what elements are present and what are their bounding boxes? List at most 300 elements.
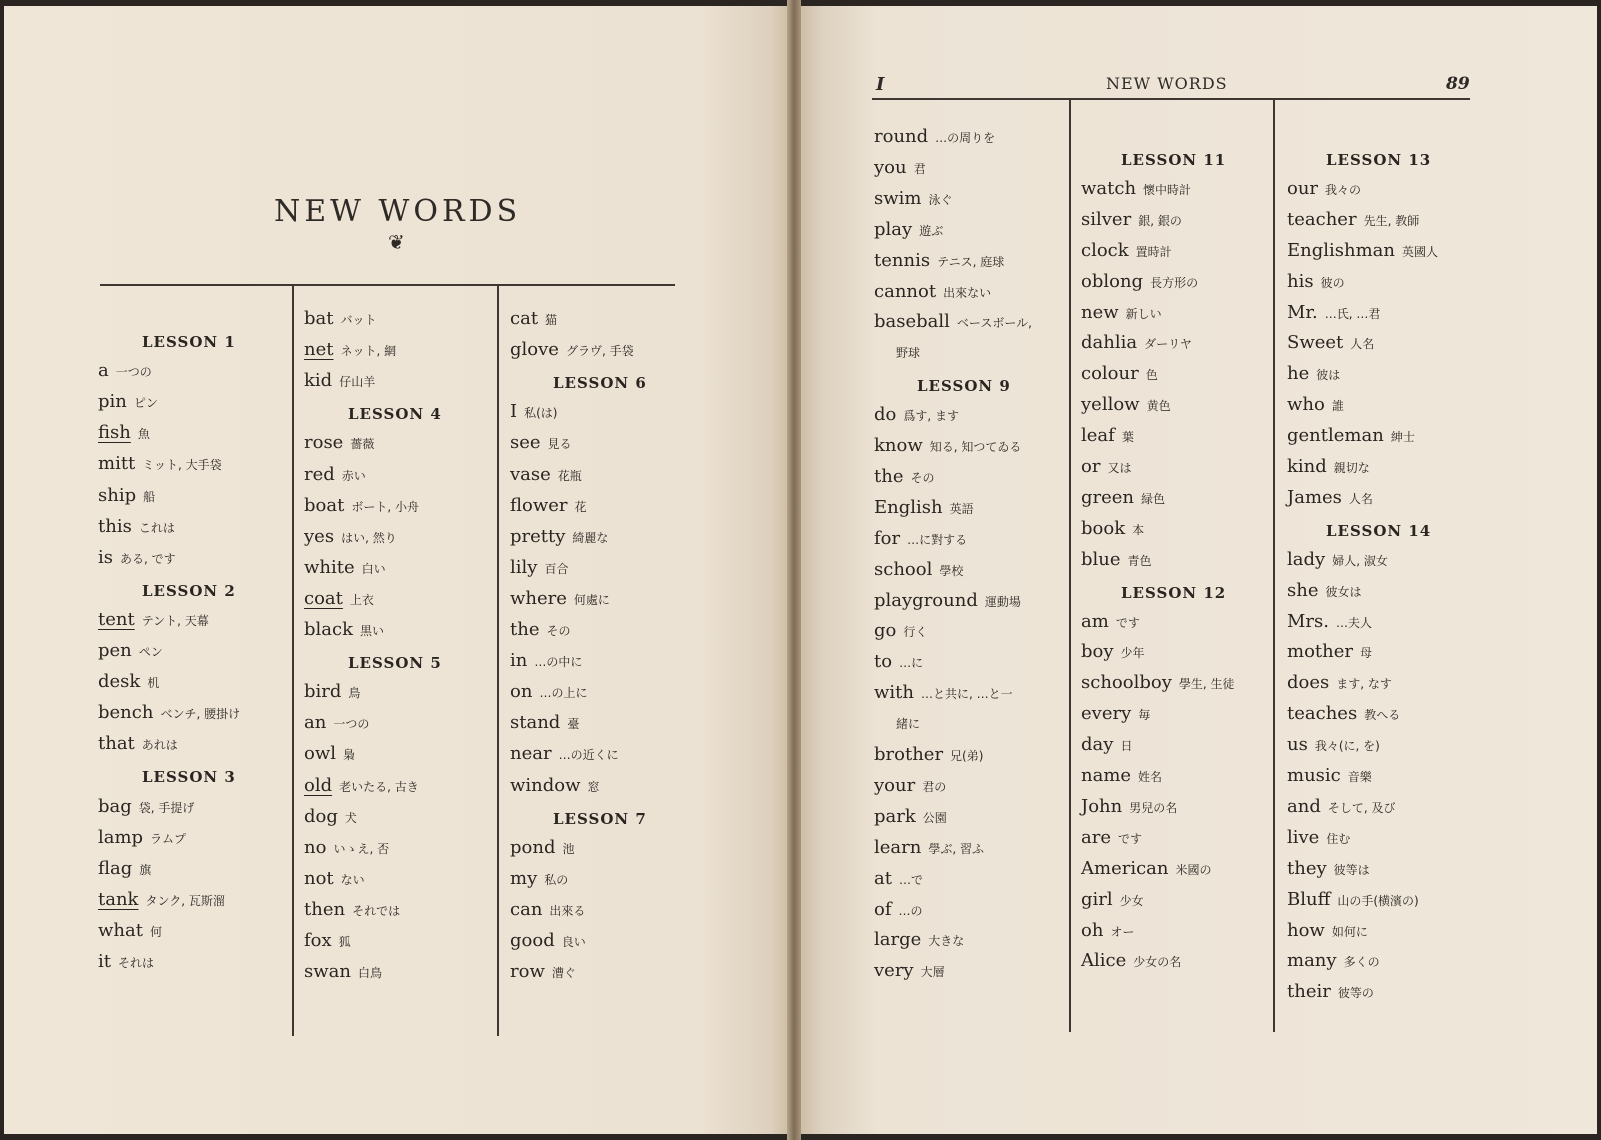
vocab-entry [98,796,194,817]
japanese-gloss: 先生, 教師 [1363,213,1420,228]
japanese-gloss: 我々の [1325,182,1362,197]
vocab-entry [304,775,419,796]
vocab-entry [304,557,386,578]
english-word: does [1287,672,1330,694]
vocab-entry [304,930,351,951]
english-word: learn [874,836,922,858]
english-word: good [510,930,555,951]
japanese-gloss: 臺 [567,717,580,732]
english-word: tennis [874,249,931,271]
english-word: schoolboy [1081,672,1172,694]
japanese-gloss: …の中に [534,655,583,670]
english-word: red [304,463,335,485]
japanese-gloss: 百合 [544,561,569,576]
japanese-gloss: 誰 [1331,399,1344,414]
vocab-entry [1081,178,1191,199]
japanese-gloss: タンク, 瓦斯溜 [145,893,225,908]
vocab-entry [1081,240,1172,261]
english-word: watch [1081,177,1137,199]
japanese-gloss: 袋, 手提げ [138,800,195,815]
vocab-entry [1287,950,1380,971]
vocab-entry [304,743,355,764]
vocab-entry [98,485,155,506]
english-word: black [304,619,353,640]
english-word: play [874,218,913,240]
vocab-entry [874,806,947,827]
vocab-entry [304,712,369,733]
vocab-entry [510,650,582,671]
japanese-gloss: ミット, 大手袋 [142,458,222,473]
vocab-entry [1287,549,1388,570]
english-word: boy [1081,641,1114,663]
lesson-heading: LESSON 9 [917,377,1011,396]
japanese-gloss: はい, 然り [341,530,397,545]
vocab-entry [1081,302,1162,323]
japanese-gloss: その [546,624,571,638]
japanese-gloss: 出來ない [943,285,992,300]
vocab-entry [1081,549,1152,570]
vocab-entry [874,497,974,518]
vocab-entry [304,339,396,360]
english-word: pin [98,391,127,413]
japanese-gloss: 公園 [922,810,947,825]
japanese-gloss: 旗 [139,862,152,877]
english-word: music [1287,765,1341,786]
japanese-gloss: 又は [1107,461,1132,475]
japanese-gloss: …の [898,903,923,918]
vocab-entry [1081,858,1212,879]
japanese-gloss: 君 [913,161,926,176]
lesson-heading: LESSON 7 [553,809,647,828]
vocab-entry [1287,363,1340,384]
vocab-entry [874,682,1013,703]
japanese-gloss: 一つの [333,717,370,732]
japanese-gloss: 少女の名 [1133,955,1182,970]
english-word: kid [304,370,333,392]
english-word: book [1081,517,1126,539]
vocab-entry [1287,858,1370,879]
english-word: cat [510,308,539,329]
english-word: stand [510,712,561,734]
japanese-gloss: 白い [361,561,386,576]
english-word: bench [98,702,154,724]
english-word: dahlia [1081,332,1138,354]
japanese-gloss: 音樂 [1347,770,1372,784]
english-word: oblong [1081,270,1144,292]
japanese-gloss: 私(は) [524,406,558,421]
vocab-entry [304,588,374,609]
japanese-gloss: 何處に [573,592,610,607]
vocab-entry [1287,240,1438,261]
lesson-heading: LESSON 6 [553,374,647,393]
japanese-gloss: ない [340,872,365,887]
english-word: the [510,619,540,640]
english-word: window [510,774,581,796]
vocab-entry [510,868,568,889]
english-word: girl [1081,888,1113,910]
vocab-entry [1287,827,1350,848]
japanese-gloss: オー [1110,924,1135,939]
japanese-gloss: 緑色 [1141,491,1166,506]
english-word: green [1081,486,1135,508]
japanese-gloss: 仔山羊 [339,375,376,390]
vocab-entry [510,619,571,640]
japanese-gloss: 猫 [545,313,558,327]
vocab-entry [1081,703,1150,724]
english-word: live [1287,826,1320,848]
english-word: James [1287,486,1342,508]
japanese-gloss: 如何に [1331,924,1368,939]
japanese-gloss: 池 [562,841,575,856]
english-word: school [874,558,933,580]
japanese-gloss: 窓 [587,779,600,794]
english-word: brother [874,744,944,765]
japanese-gloss: 老いたる, 古き [339,779,419,794]
vocab-entry [1081,611,1140,632]
english-word: Mr. [1287,301,1318,323]
japanese-gloss: 葉 [1121,430,1134,445]
japanese-gloss: 魚 [137,427,150,442]
english-word: playground [874,589,978,611]
japanese-gloss: 彼は [1316,368,1341,383]
vocab-entry [874,157,926,178]
english-word: pond [510,836,556,858]
vocab-entry [510,588,610,609]
japanese-gloss: 住む [1326,831,1351,846]
vocab-entry [510,712,579,733]
japanese-gloss: 知る, 知つてゐる [929,440,1022,454]
english-word: day [1081,734,1114,756]
japanese-gloss: 學生, 生徒 [1178,677,1235,692]
japanese-gloss: 黒い [360,624,385,638]
english-word: new [1081,301,1119,323]
lesson-heading: LESSON 14 [1326,521,1432,540]
vocab-entry [1287,425,1415,446]
vocab-entry [510,961,576,982]
vocab-entry [1081,394,1171,415]
japanese-gloss: 懷中時計 [1143,182,1192,197]
japanese-gloss: ベースボール, [956,316,1032,331]
english-word: he [1287,363,1310,385]
lesson-heading: LESSON 11 [1121,151,1227,169]
english-word: white [304,556,355,578]
vocab-entry [1287,611,1372,632]
ornament-icon: ❦ [388,230,405,254]
japanese-gloss: 綺麗な [572,530,609,545]
vocab-entry [874,435,1021,456]
japanese-gloss: 姓名 [1138,770,1163,784]
japanese-gloss: 親切な [1333,461,1370,475]
japanese-gloss: 我々(に, を) [1314,739,1380,754]
japanese-gloss: 人名 [1350,337,1375,352]
japanese-gloss: 大層 [920,965,945,980]
english-word: Bluff [1287,888,1331,910]
english-word: flower [510,494,568,516]
japanese-gloss: 紳士 [1390,430,1415,445]
english-word: every [1081,703,1132,725]
vocab-entry [304,899,400,920]
japanese-gloss: 彼の [1320,275,1345,290]
japanese-gloss: です [1115,615,1140,630]
english-word: know [874,435,923,456]
japanese-gloss: 漕ぐ [551,966,576,981]
english-word: see [510,432,541,454]
japanese-gloss: …と共に, …と一 [921,687,1013,702]
english-word: vase [510,463,551,485]
english-word: not [304,867,334,889]
vocab-entry [1287,209,1419,230]
vocab-entry [98,609,209,630]
vocab-entry [510,464,582,485]
english-word: Englishman [1287,239,1395,261]
vocab-entry [1287,765,1372,786]
japanese-gloss: それは [118,956,155,970]
column-divider [292,286,294,1036]
vocab-entry [510,743,619,764]
vocab-entry [510,339,634,360]
vocab-entry [874,929,964,950]
english-word: oh [1081,919,1104,941]
english-word: what [98,919,143,941]
japanese-gloss: 山の手(横濱の) [1337,893,1419,908]
english-word: lamp [98,826,144,848]
vocab-entry [1081,456,1131,477]
japanese-gloss: 梟 [343,748,356,763]
page-number: 89 [1446,74,1470,94]
english-word: in [510,650,528,672]
english-word: or [1081,456,1101,477]
vocab-entry [874,590,1021,611]
japanese-gloss: 鳥 [348,686,361,701]
vocab-entry [1287,920,1368,941]
japanese-gloss: 英語 [949,501,974,516]
vocab-entry [1287,456,1370,477]
english-word: rose [304,432,344,454]
english-word: your [874,774,916,796]
english-word: very [874,960,914,982]
vocab-entry [1081,920,1134,941]
japanese-gloss: 青色 [1127,553,1152,568]
english-word: yellow [1081,394,1140,416]
vocab-entry [1287,271,1345,292]
english-word: am [1081,610,1109,632]
vocab-entry [1081,363,1158,384]
english-word: for [874,527,901,549]
japanese-gloss: 船 [143,489,156,504]
japanese-gloss: ダーリヤ [1144,337,1192,352]
english-word: many [1287,950,1337,972]
japanese-gloss: それでは [352,903,401,918]
japanese-gloss: 色 [1145,368,1158,383]
vocab-entry [1081,641,1145,662]
english-word: desk [98,671,141,693]
english-word: lady [1287,548,1326,570]
japanese-gloss: 英國人 [1402,244,1439,259]
japanese-gloss: 野球 [896,346,921,361]
japanese-gloss: …氏, …君 [1324,306,1381,321]
vocab-entry [1081,796,1177,817]
vocab-entry [1287,580,1362,601]
vocab-entry [874,775,946,796]
vocab-entry [304,961,382,982]
english-word: large [874,929,922,951]
english-word: English [874,496,943,518]
english-word: net [304,339,334,361]
japanese-gloss: …に對する [907,532,968,547]
japanese-gloss: …の上に [539,686,588,701]
english-word: flag [98,857,133,879]
english-word: how [1287,919,1325,941]
english-word: blue [1081,548,1121,570]
english-word: you [874,156,907,178]
running-head-title: NEW WORDS [1106,74,1228,93]
english-word: with [874,682,914,704]
japanese-gloss: 花瓶 [557,468,582,483]
japanese-gloss: 爲す, ます [903,409,959,424]
vocab-entry [98,547,176,568]
column-divider [1069,100,1071,1032]
japanese-gloss: 花 [574,499,587,514]
english-word: they [1287,857,1327,879]
english-word: John [1081,795,1123,817]
english-word: an [304,712,327,734]
vocab-entry [1081,209,1182,230]
japanese-gloss: ます, なす [1336,677,1392,692]
vocab-entry [98,702,240,723]
vocab-entry [510,681,587,702]
vocab-entry [1081,950,1181,971]
japanese-gloss: ベンチ, 腰掛け [160,707,241,722]
vocab-entry [510,401,558,422]
japanese-gloss: 毎 [1138,708,1151,723]
vocab-entry [1081,765,1162,786]
english-word: round [874,126,929,147]
vocab-entry [1287,487,1373,508]
english-word: it [98,951,111,972]
vocab-entry [304,806,357,827]
japanese-gloss: ペン [138,645,163,659]
vocab-entry [874,188,953,209]
vocab-entry [874,250,1004,271]
english-word: on [510,681,533,703]
english-word: Alice [1081,950,1127,972]
japanese-gloss: ピン [133,396,158,411]
vocab-entry [1287,734,1380,755]
english-word: our [1287,177,1319,199]
english-word: glove [510,339,559,361]
lesson-heading: LESSON 3 [142,768,236,787]
japanese-gloss: 運動場 [984,594,1021,609]
vocab-entry [98,640,163,661]
header-rule [872,98,1470,100]
japanese-gloss: 銀, 銀の [1138,213,1182,228]
japanese-gloss: 犬 [344,810,357,825]
english-word: kind [1287,456,1327,477]
japanese-gloss: ネット, 網 [340,344,397,359]
japanese-gloss: 上衣 [349,592,374,607]
japanese-gloss: 男兒の名 [1129,800,1178,815]
vocab-entry [1287,889,1419,910]
japanese-gloss: 學校 [939,563,964,578]
english-word: bat [304,308,334,329]
vocab-entry [510,526,608,547]
japanese-gloss: 遊ぶ [919,223,944,238]
vocab-entry [304,308,377,329]
vocab-entry [874,620,927,641]
vocab-entry [1081,332,1192,353]
japanese-gloss: 出來る [549,903,586,918]
vocab-entry [98,858,151,879]
english-word: bag [98,795,132,817]
vocab-entry [874,744,983,765]
english-word: teacher [1287,208,1357,230]
japanese-gloss: 大きな [928,934,965,949]
english-word: bird [304,681,342,703]
japanese-gloss: あれは [141,738,178,753]
vocab-entry [510,495,587,516]
english-word: go [874,620,897,642]
vocab-entry [510,308,557,329]
vocab-entry [874,281,991,302]
english-word: to [874,651,893,673]
vocab-entry [98,920,162,941]
english-word: American [1081,857,1169,879]
vocab-entry [874,311,1032,332]
vocab-entry [1081,425,1134,446]
vocab-entry [874,868,923,889]
vocab-entry [98,827,186,848]
japanese-gloss: 彼等は [1333,862,1370,877]
vocab-entry [510,837,575,858]
japanese-gloss: 薔薇 [350,437,375,452]
english-word: that [98,733,135,755]
japanese-gloss: グラヴ, 手袋 [565,344,634,359]
english-word: boat [304,494,345,516]
vocab-entry [874,960,945,981]
japanese-gloss: 多くの [1343,955,1380,970]
vocab-entry [874,404,959,425]
vocab-entry [304,619,384,640]
english-word: owl [304,743,337,765]
vocab-entry [1287,981,1374,1002]
vocab-entry [874,559,963,580]
english-word: then [304,898,346,920]
vocab-entry [304,464,366,485]
japanese-gloss: 泳ぐ [928,192,953,207]
english-word: his [1287,270,1314,292]
japanese-gloss: 學ぶ, 習ふ [928,841,984,856]
english-word: Sweet [1287,332,1344,354]
english-word: of [874,898,892,920]
english-word: gentleman [1287,425,1384,447]
vocab-entry [98,951,154,972]
vocab-entry [98,671,159,692]
english-word: I [510,401,518,423]
japanese-gloss: 人名 [1348,491,1373,506]
japanese-gloss: 白鳥 [357,966,382,981]
vocab-entry [1081,672,1235,693]
japanese-gloss: テント, 天幕 [141,613,209,628]
english-word: this [98,515,132,537]
vocab-entry [1287,641,1372,662]
japanese-gloss: 良い [561,935,586,949]
japanese-gloss: 見る [547,437,572,452]
vocab-entry [874,837,984,858]
japanese-gloss: 母 [1360,646,1373,661]
english-word: pen [98,640,132,661]
english-word: she [1287,579,1319,601]
vocab-entry [304,370,375,391]
